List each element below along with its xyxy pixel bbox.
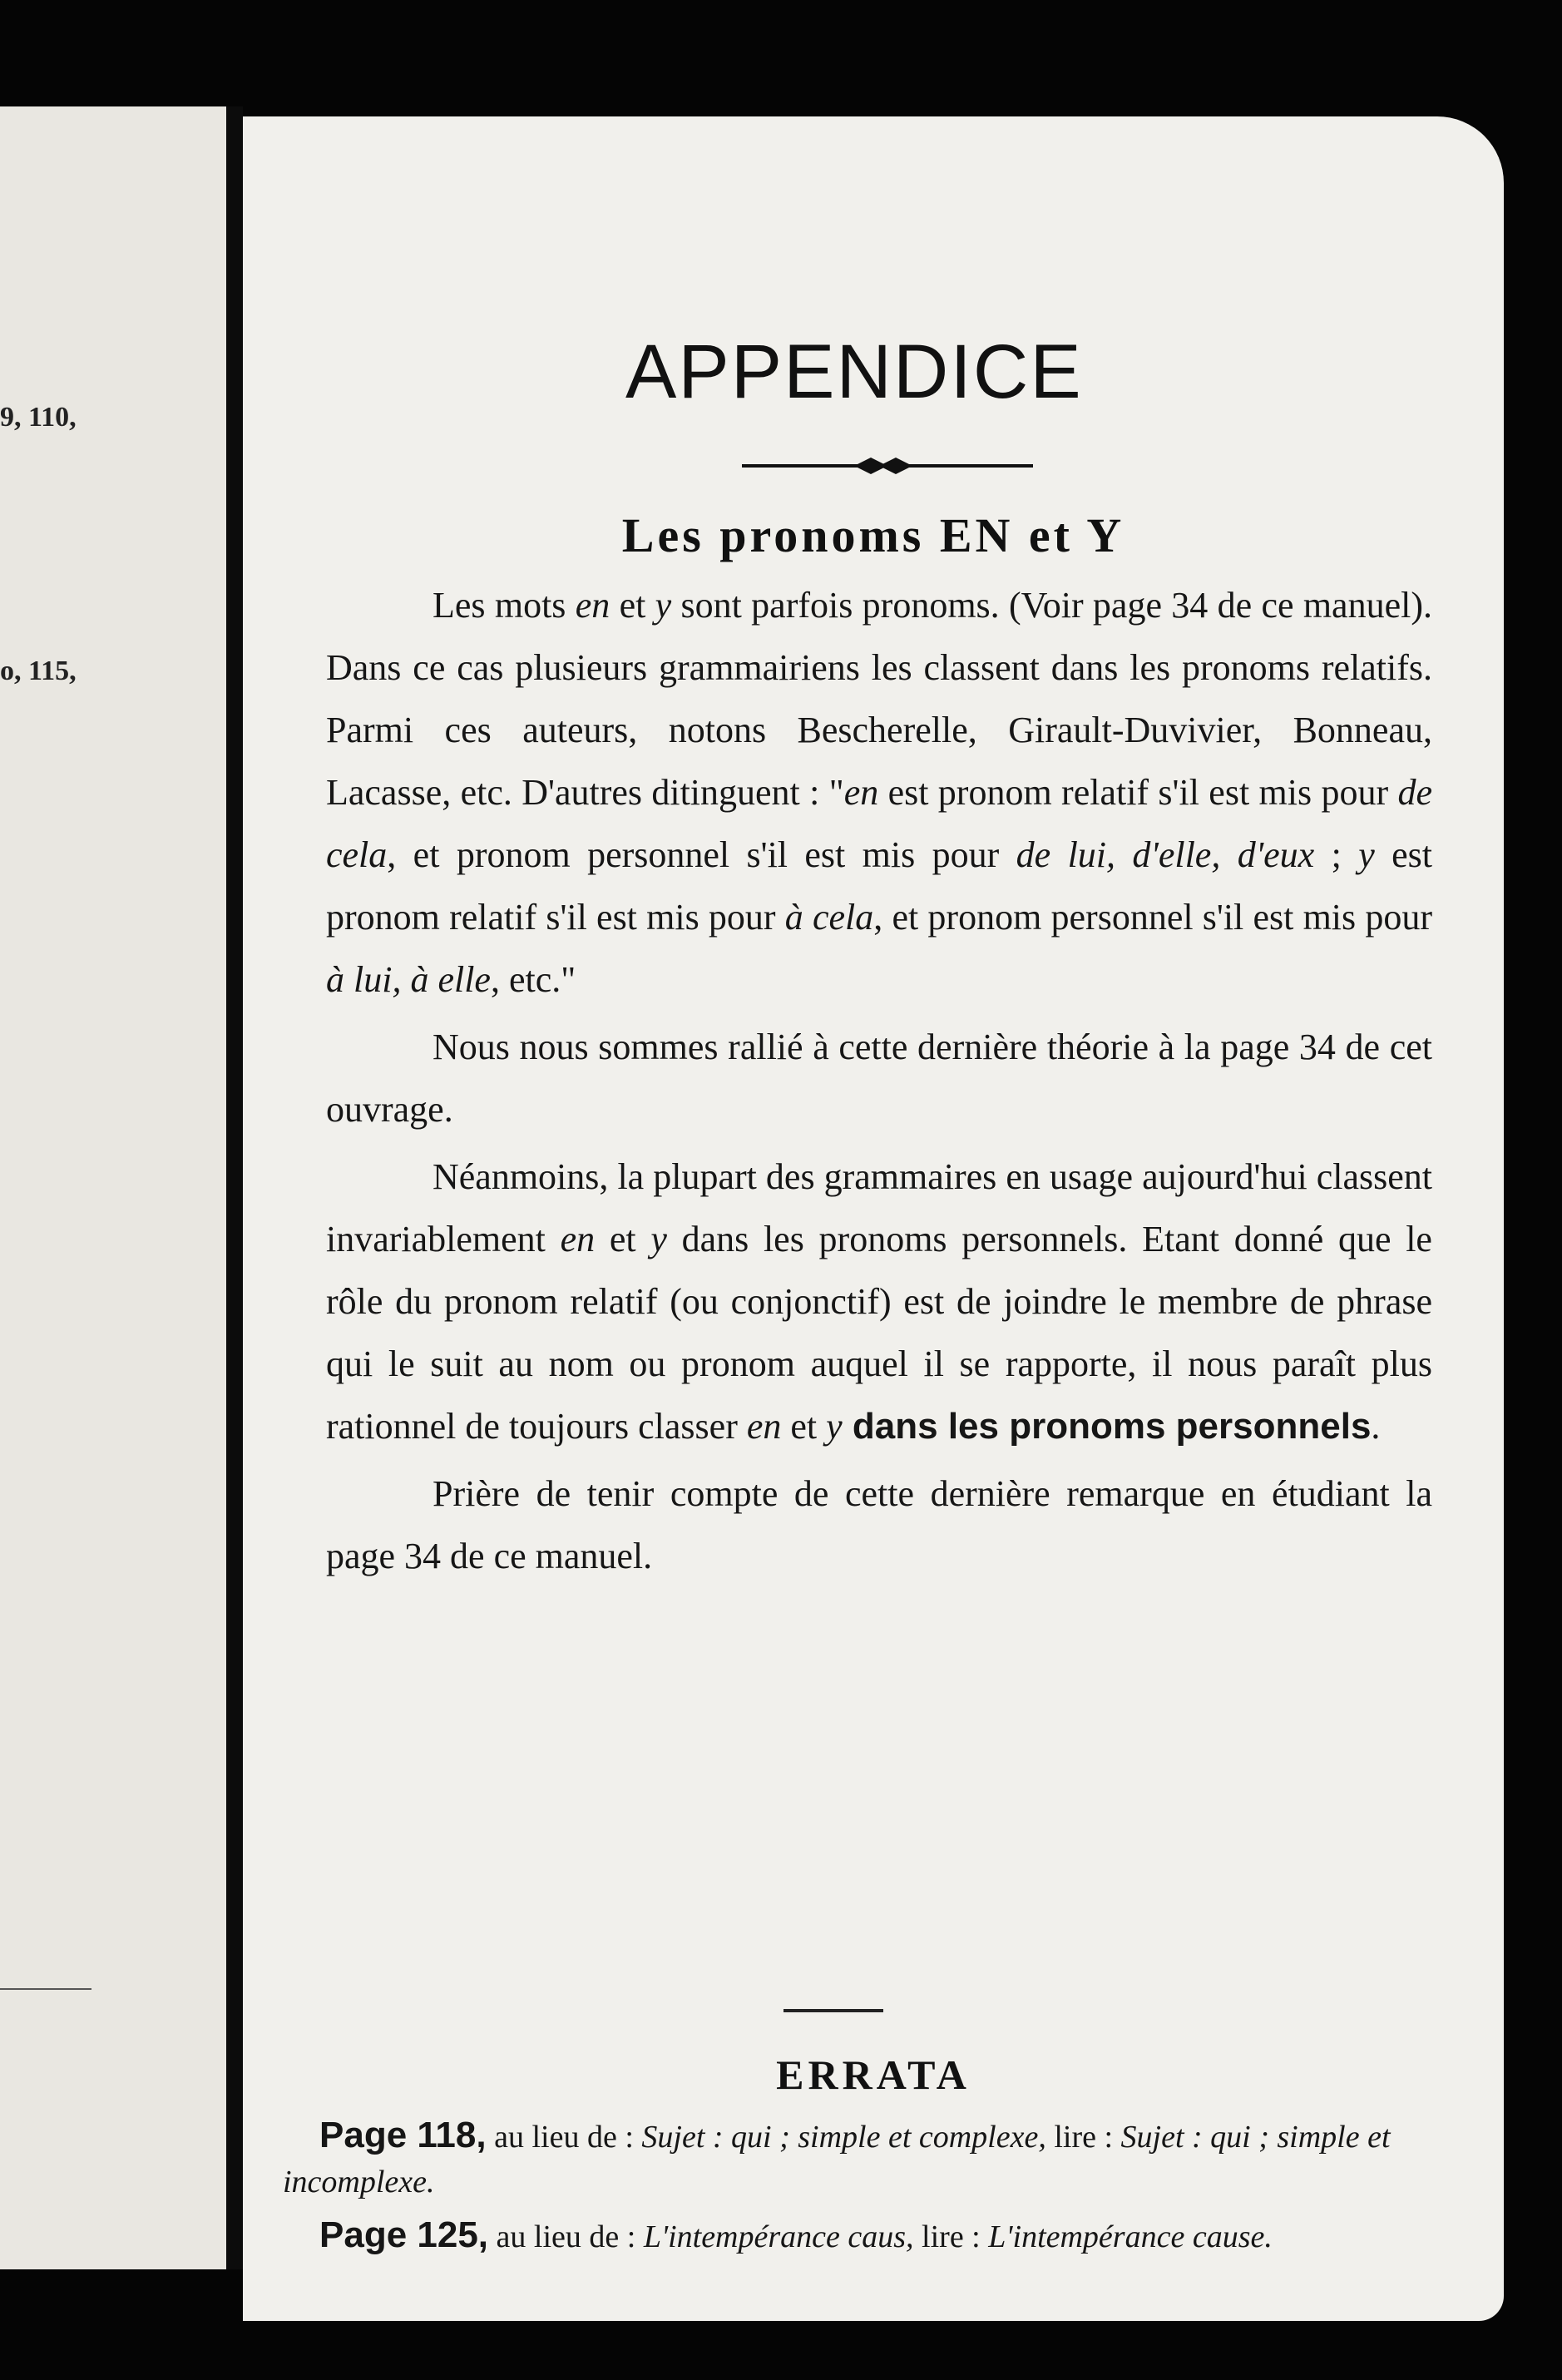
facing-page-dash	[0, 1988, 91, 1990]
page	[243, 116, 1504, 2321]
title-ornament	[742, 449, 1033, 482]
errata-entry: Page 118, au lieu de : Sujet : qui ; simple et complexe, lire : Sujet : qui ; simple et incomplexe.	[283, 2115, 1391, 2199]
facing-page-text-1: 9, 110,	[0, 402, 77, 433]
facing-page-fragment	[0, 106, 226, 2269]
page-title: APPENDICE	[625, 329, 1083, 414]
paragraph-4: Prière de tenir compte de cette dernière remarque en étudiant la page 34 de ce manuel.	[326, 1473, 1432, 1576]
book-gutter	[226, 106, 243, 2269]
section-heading: Les pronoms EN et Y	[621, 508, 1125, 562]
paragraph-1: Les mots en et y sont parfois pronoms. (Voir page 34 de ce manuel). Dans ce cas plusieurs grammairiens les classent dans les pronoms relatifs. Parmi ces auteurs, notons Bescherelle, Girault-Duvivier, Bonneau, Lacasse, etc. D'autres ditinguent : "en est pronom relatif s'il est mis pour de cela, et pronom personnel s'il est mis pour de lui, d'elle, d'eux ; y est pronom relatif s'il est mis pour à cela, et pronom personnel s'il est mis pour à lui, à elle, etc."	[326, 585, 1433, 1000]
errata-heading: ERRATA	[776, 2051, 971, 2098]
paragraph-2: Nous nous sommes rallié à cette dernière théorie à la page 34 de cet ouvrage.	[326, 1027, 1432, 1130]
paragraph-3: Néanmoins, la plupart des grammaires en usage aujourd'hui classent invariablement en et y dans les pronoms personnels. Etant donné que le rôle du pronom relatif (ou conjonctif) est de joindre le membre de phrase qui le suit au nom ou pronom auquel il se rapporte, il nous paraît plus rationnel de toujours classer en et y dans les pronoms personnels.	[326, 1156, 1432, 1447]
facing-page-text-2: o, 115,	[0, 656, 77, 686]
errata-list	[283, 2113, 1422, 2268]
section-divider	[783, 2009, 883, 2012]
errata-entry: Page 125, au lieu de : L'intempérance caus, lire : L'intempérance cause.	[319, 2214, 1273, 2255]
body-text	[326, 574, 1432, 1587]
